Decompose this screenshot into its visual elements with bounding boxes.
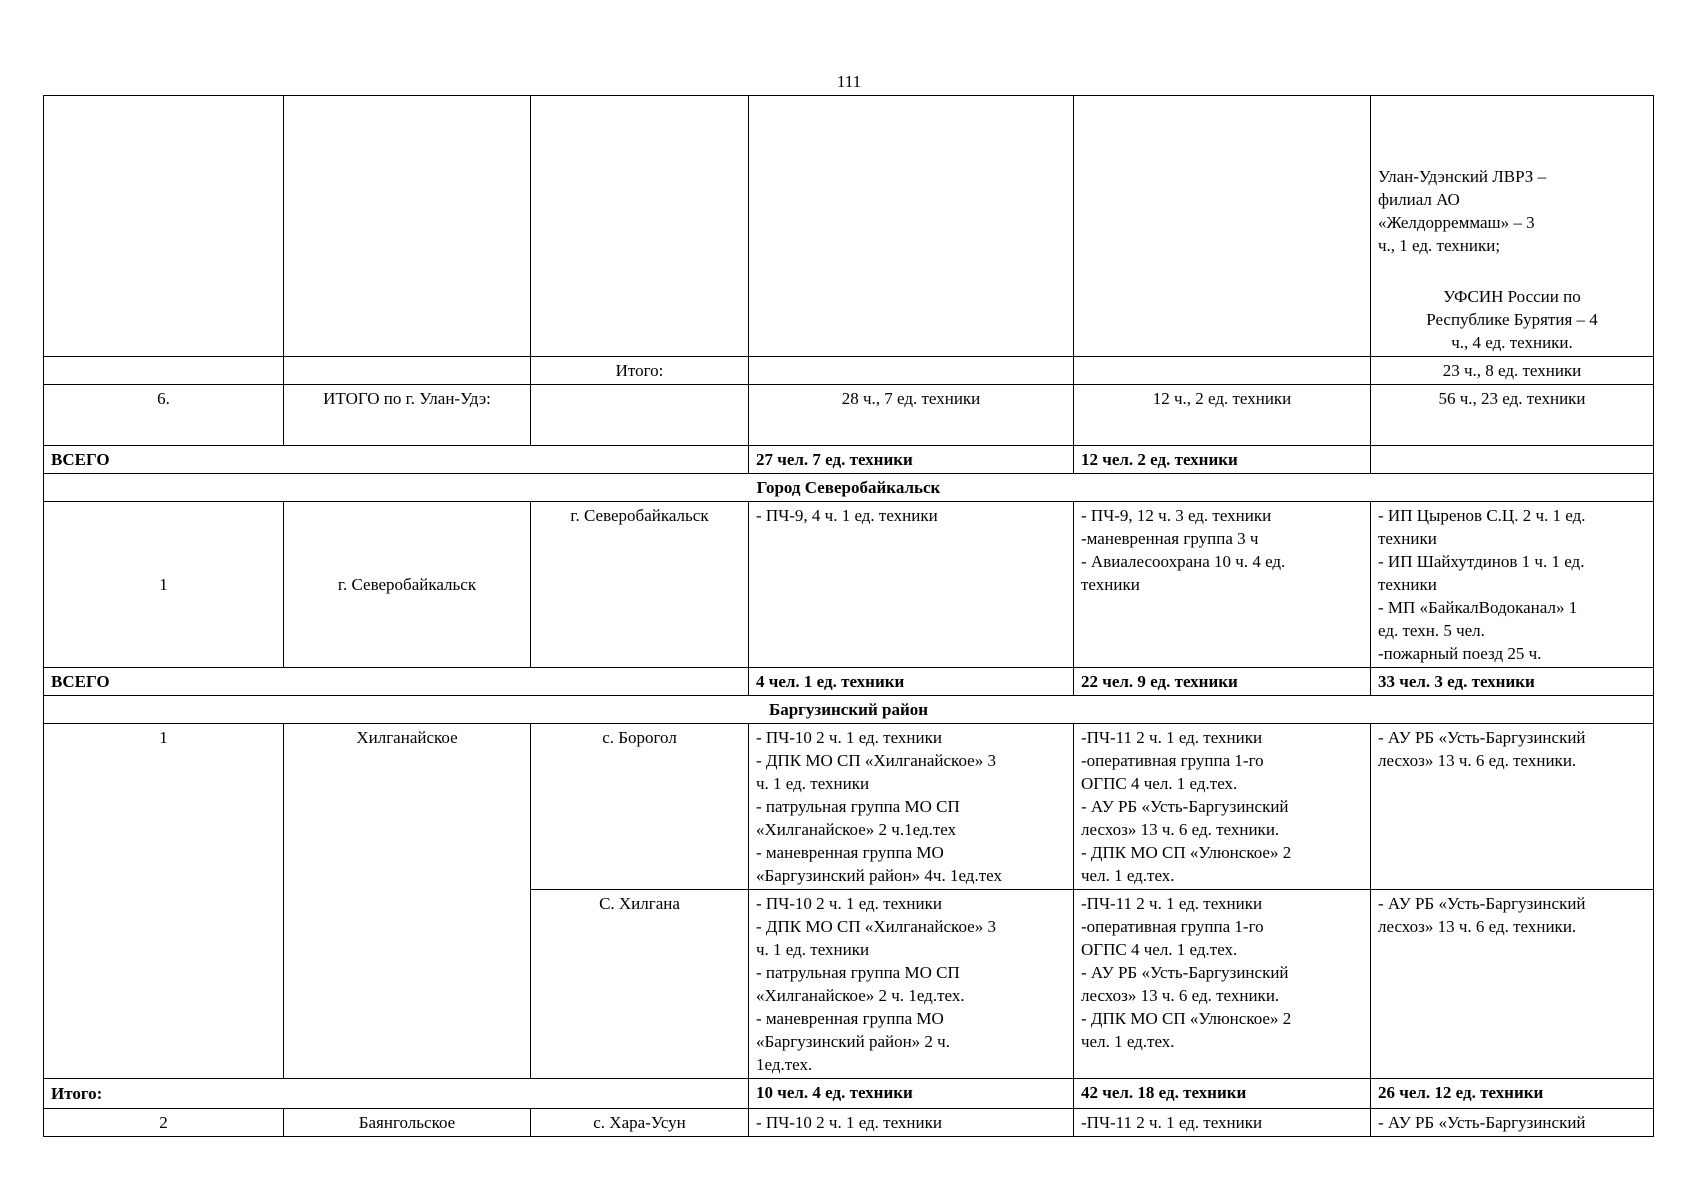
cell-line: ч., 1 ед. техники; [1378, 236, 1501, 255]
municipality-name: Хилганайское [284, 724, 531, 1079]
table-row-continuation [44, 96, 1654, 357]
table-row-vsego [44, 446, 1654, 474]
cell-line: - ПЧ-10 2 ч. 1 ед. техники [756, 894, 942, 913]
cell-line: - АУ РБ «Усть-Баргузинский [1378, 894, 1586, 913]
cell-line: -ПЧ-11 2 ч. 1 ед. техники [1081, 728, 1263, 747]
vsego-col4: 27 чел. 7 ед. техники [749, 446, 1074, 474]
table-row [44, 724, 1654, 890]
cell-line: «Хилганайское» 2 ч. 1ед.тех. [756, 986, 965, 1005]
vsego-col6: 33 чел. 3 ед. техники [1371, 668, 1654, 696]
table-row-city-total [44, 385, 1654, 446]
col5-cell [1074, 724, 1371, 890]
cell-line: техники [1378, 529, 1437, 548]
cell-line: - патрульная группа МО СП [756, 963, 960, 982]
cell-line: лесхоз» 13 ч. 6 ед. техники. [1081, 986, 1280, 1005]
col6-cell [1371, 724, 1654, 890]
cell-line: - ПЧ-10 2 ч. 1 ед. техники [756, 728, 942, 747]
vsego-label: ВСЕГО [44, 668, 749, 696]
col6-cell: - АУ РБ «Усть-Баргузинский [1371, 1109, 1654, 1137]
settlement-name: с. Борогол [531, 724, 749, 890]
section-title: Город Северобайкальск [44, 474, 1654, 502]
city-total-col5: 12 ч., 2 ед. техники [1074, 385, 1371, 446]
cell-line: техники [1378, 575, 1437, 594]
cell-line: - ДПК МО СП «Хилганайское» 3 [756, 751, 996, 770]
col6-cell [1371, 890, 1654, 1079]
vsego-col5: 12 чел. 2 ед. техники [1074, 446, 1371, 474]
section-title: Баргузинский район [44, 696, 1654, 724]
table-row-itogo [44, 1079, 1654, 1109]
row-number: 2 [44, 1109, 284, 1137]
cell-line: - ИП Шайхутдинов 1 ч. 1 ед. [1378, 552, 1585, 571]
settlement-name: С. Хилгана [531, 890, 749, 1079]
row-number: 6. [44, 385, 284, 446]
municipality-name: Баянгольское [284, 1109, 531, 1137]
col6-cell [1371, 502, 1654, 668]
cell-line: - АУ РБ «Усть-Баргузинский [1378, 728, 1586, 747]
cell-line: -пожарный поезд 25 ч. [1378, 644, 1542, 663]
cell-line: - АУ РБ «Усть-Баргузинский [1081, 963, 1289, 982]
col5-cell [1074, 890, 1371, 1079]
table-row-vsego [44, 668, 1654, 696]
cell-line: «Хилганайское» 2 ч.1ед.тех [756, 820, 957, 839]
vsego-col5: 22 чел. 9 ед. техники [1074, 668, 1371, 696]
cell-line: 1ед.тех. [756, 1055, 813, 1074]
col4-cell [749, 724, 1074, 890]
col4-cell [749, 502, 1074, 668]
cell-line: ед. техн. 5 чел. [1378, 621, 1485, 640]
itogo-col5: 42 чел. 18 ед. техники [1074, 1079, 1371, 1109]
cell-line: -оперативная группа 1-го [1081, 917, 1264, 936]
cell-line: - ДПК МО СП «Хилганайское» 3 [756, 917, 996, 936]
page-number: 111 [836, 72, 862, 91]
col5-cell: -ПЧ-11 2 ч. 1 ед. техники [1074, 1109, 1371, 1137]
cell-line: - ИП Цыренов С.Ц. 2 ч. 1 ед. [1378, 506, 1586, 525]
table-row [44, 502, 1654, 668]
itogo-col4: 10 чел. 4 ед. техники [749, 1079, 1074, 1109]
cell-line: чел. 1 ед.тех. [1081, 1032, 1175, 1051]
cell-line: филиал АО [1378, 190, 1460, 209]
section-header [44, 696, 1654, 724]
cell-line: - ПЧ-9, 4 ч. 1 ед. техники [756, 506, 938, 525]
cell-line: Улан-Удэнский ЛВРЗ – [1378, 167, 1547, 186]
itogo-label: Итого: [531, 357, 749, 385]
itogo-label: Итого: [44, 1079, 749, 1109]
cell-line: лесхоз» 13 ч. 6 ед. техники. [1378, 751, 1577, 770]
col4-cell [749, 890, 1074, 1079]
cell-line: чел. 1 ед.тех. [1081, 866, 1175, 885]
table-row [44, 1109, 1654, 1137]
cell-line: - маневренная группа МО [756, 843, 944, 862]
ufsin-lines [1378, 285, 1646, 354]
section-header [44, 474, 1654, 502]
itogo-col6: 26 чел. 12 ед. техники [1371, 1079, 1654, 1109]
cell-line: ч. 1 ед. техники [756, 940, 870, 959]
cell-line: «Баргузинский район» 4ч. 1ед.тех [756, 866, 1002, 885]
col4-cell: - ПЧ-10 2 ч. 1 ед. техники [749, 1109, 1074, 1137]
cell-line: - ДПК МО СП «Улюнское» 2 [1081, 1009, 1292, 1028]
city-total-col4: 28 ч., 7 ед. техники [749, 385, 1074, 446]
cell-line: - ДПК МО СП «Улюнское» 2 [1081, 843, 1292, 862]
cell-line: -ПЧ-11 2 ч. 1 ед. техники [1081, 894, 1263, 913]
cell-line: - Авиалесоохрана 10 ч. 4 ед. [1081, 552, 1286, 571]
table-row-itogo [44, 357, 1654, 385]
cell-line: «Баргузинский район» 2 ч. [756, 1032, 950, 1051]
city-total-col6: 56 ч., 23 ед. техники [1371, 385, 1654, 446]
vsego-col4: 4 чел. 1 ед. техники [749, 668, 1074, 696]
municipality-name: г. Северобайкальск [284, 502, 531, 668]
row-number: 1 [44, 724, 284, 1079]
itogo-col6: 23 ч., 8 ед. техники [1371, 357, 1654, 385]
cell-line: - МП «БайкалВодоканал» 1 [1378, 598, 1578, 617]
col5-cell [1074, 502, 1371, 668]
vsego-label: ВСЕГО [44, 446, 749, 474]
cell-line: ОГПС 4 чел. 1 ед.тех. [1081, 774, 1238, 793]
cell-line: - маневренная группа МО [756, 1009, 944, 1028]
col6-continuation-cell [1371, 96, 1654, 357]
forces-table [43, 95, 1654, 1137]
ludr-lines [1378, 165, 1646, 257]
row-number: 1 [44, 502, 284, 668]
cell-line: «Желдорреммаш» – 3 [1378, 213, 1535, 232]
cell-line: техники [1081, 575, 1140, 594]
cell-line: - ПЧ-9, 12 ч. 3 ед. техники [1081, 506, 1272, 525]
vsego-col6 [1371, 446, 1654, 474]
city-total-name: ИТОГО по г. Улан-Удэ: [284, 385, 531, 446]
settlement-name: г. Северобайкальск [531, 502, 749, 668]
cell-line: Республике Бурятия – 4 [1426, 310, 1598, 329]
cell-line: - АУ РБ «Усть-Баргузинский [1081, 797, 1289, 816]
cell-line: лесхоз» 13 ч. 6 ед. техники. [1378, 917, 1577, 936]
cell-line: -оперативная группа 1-го [1081, 751, 1264, 770]
cell-line: УФСИН России по [1443, 287, 1581, 306]
cell-line: ОГПС 4 чел. 1 ед.тех. [1081, 940, 1238, 959]
cell-line: - патрульная группа МО СП [756, 797, 960, 816]
cell-line: ч. 1 ед. техники [756, 774, 870, 793]
cell-line: ч., 4 ед. техники. [1451, 333, 1573, 352]
cell-line: лесхоз» 13 ч. 6 ед. техники. [1081, 820, 1280, 839]
settlement-name: с. Хара-Усун [531, 1109, 749, 1137]
cell-line: -маневренная группа 3 ч [1081, 529, 1259, 548]
